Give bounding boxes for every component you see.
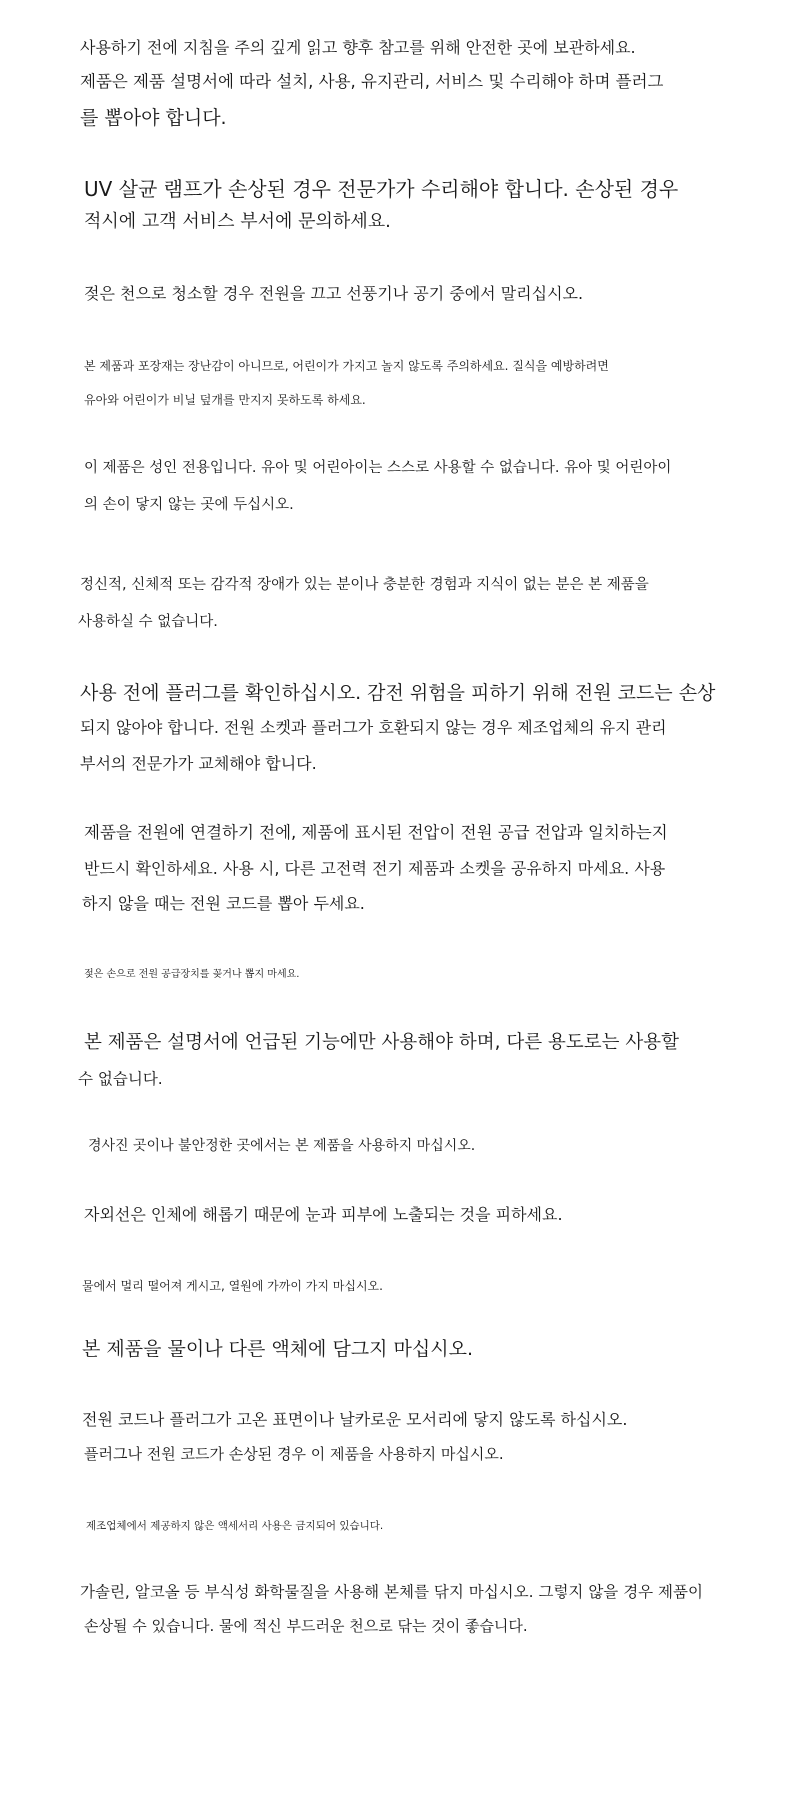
notice-1-line-1: 사용하기 전에 지침을 주의 깊게 읽고 향후 참고를 위해 안전한 곳에 보관하세요. xyxy=(80,38,636,57)
notice-7-line-1: 사용 전에 플러그를 확인하십시오. 감전 위험을 피하기 위해 전원 코드는 손상 xyxy=(80,682,716,704)
notice-8-line-3: 하지 않을 때는 전원 코드를 뽑아 두세요. xyxy=(82,894,365,913)
notice-6-line-1: 정신적, 신체적 또는 감각적 장애가 있는 분이나 충분한 경험과 지식이 없는 분은 본 제품을 xyxy=(80,577,649,593)
notice-8-line-1: 제품을 전원에 연결하기 전에, 제품에 표시된 전압이 전원 공급 전압과 일치하는지 xyxy=(84,823,668,842)
notice-2-line-1: UV 살균 램프가 손상된 경우 전문가가 수리해야 합니다. 손상된 경우 xyxy=(84,177,679,201)
notice-9-line-1: 젖은 손으로 전원 공급장치를 꽂거나 뽑지 마세요. xyxy=(84,969,300,980)
notice-6-line-2: 사용하실 수 없습니다. xyxy=(78,614,218,630)
notice-5-line-1: 이 제품은 성인 전용입니다. 유아 및 어린아이는 스스로 사용할 수 없습니다. 유아 및 어린아이 xyxy=(84,460,672,476)
notice-1-line-2: 제품은 제품 설명서에 따라 설치, 사용, 유지관리, 서비스 및 수리해야 하며 플러그 xyxy=(80,72,664,91)
notice-3-line-1: 젖은 천으로 청소할 경우 전원을 끄고 선풍기나 공기 중에서 말리십시오. xyxy=(84,284,584,303)
notice-15-line-2: 플러그나 전원 코드가 손상된 경우 이 제품을 사용하지 마십시오. xyxy=(84,1445,504,1463)
notice-7-line-2: 되지 않아야 합니다. 전원 소켓과 플러그가 호환되지 않는 경우 제조업체의 유지 관리 xyxy=(80,718,667,737)
notice-4-line-1: 본 제품과 포장재는 장난감이 아니므로, 어린이가 가지고 놀지 않도록 주의하세요. 질식을 예방하려면 xyxy=(84,359,609,373)
notice-17-line-2: 손상될 수 있습니다. 물에 적신 부드러운 천으로 닦는 것이 좋습니다. xyxy=(84,1617,528,1635)
notice-10-line-1: 본 제품은 설명서에 언급된 기능에만 사용해야 하며, 다른 용도로는 사용할 xyxy=(84,1032,679,1053)
notice-10-line-2: 수 없습니다. xyxy=(78,1070,163,1088)
notice-16-line-1: 제조업체에서 제공하지 않은 액세서리 사용은 금지되어 있습니다. xyxy=(86,1520,384,1532)
notice-12-line-1: 자외선은 인체에 해롭기 때문에 눈과 피부에 노출되는 것을 피하세요. xyxy=(84,1205,563,1224)
notice-14-line-1: 본 제품을 물이나 다른 액체에 담그지 마십시오. xyxy=(82,1338,474,1360)
notice-5-line-2: 의 손이 닿지 않는 곳에 두십시오. xyxy=(84,497,294,513)
notice-2-line-2: 적시에 고객 서비스 부서에 문의하세요. xyxy=(84,211,391,232)
notice-17-line-1: 가솔린, 알코올 등 부식성 화학물질을 사용해 본체를 닦지 마십시오. 그렇지 않을 경우 제품이 xyxy=(80,1583,703,1601)
notice-4-line-2: 유아와 어린이가 비닐 덮개를 만지지 못하도록 하세요. xyxy=(84,393,366,407)
notice-11-line-1: 경사진 곳이나 불안정한 곳에서는 본 제품을 사용하지 마십시오. xyxy=(88,1138,476,1154)
notice-13-line-1: 물에서 멀리 떨어져 게시고, 열원에 가까이 가지 마십시오. xyxy=(82,1279,383,1293)
notice-15-line-1: 전원 코드나 플러그가 고온 표면이나 날카로운 모서리에 닿지 않도록 하십시오. xyxy=(82,1410,628,1429)
notice-1-line-3: 를 뽑아야 합니다. xyxy=(80,107,227,129)
notice-8-line-2: 반드시 확인하세요. 사용 시, 다른 고전력 전기 제품과 소켓을 공유하지 마세요. 사용 xyxy=(84,859,666,878)
notice-7-line-3: 부서의 전문가가 교체해야 합니다. xyxy=(80,754,317,773)
